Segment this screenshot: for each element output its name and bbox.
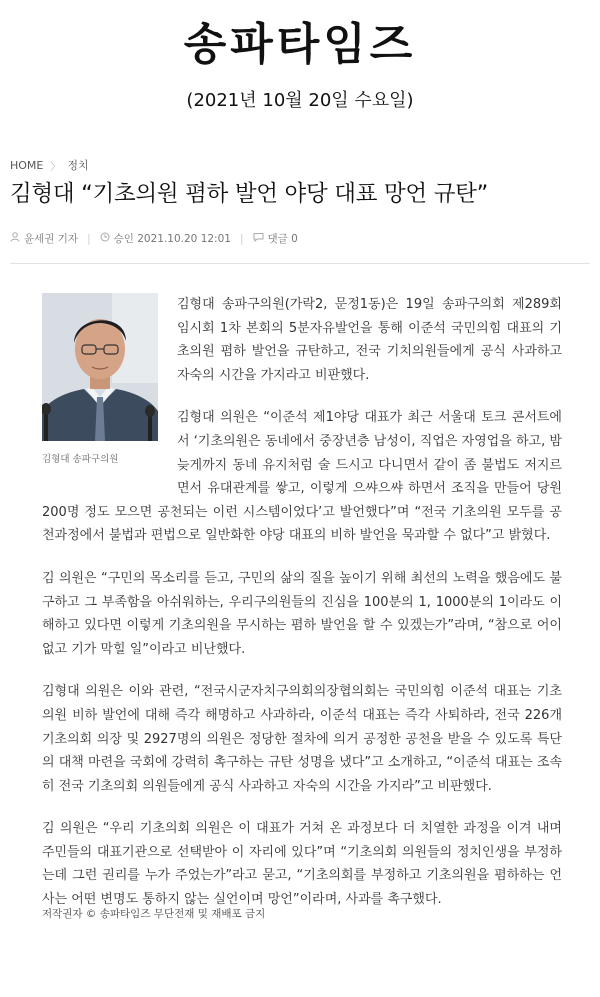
breadcrumb-section[interactable]: 정치 (67, 159, 89, 172)
breadcrumb-home[interactable]: HOME (10, 158, 44, 172)
article-paragraph: 김형대 의원은 이와 관련, “전국시군자치구의회의장협의회는 국민의힘 이준석 대표는 기초의원 비하 발언에 대해 즉각 해명하고 사과하라, 이준석 대표는 즉각 사퇴하라, 전국 226개 기초의회 의장 및 2927명의 의원은 정당한 절차에 의거 공정한 공천을 받을 수 있도록 특단의 대책 마련을 국회에 강력히 촉구하는 규탄 성명을 냈다”고 소개하고, “이준석 대표는 조속히 전국 기초의회 의원들에게 공식 사과하고 자숙의 시간을 가지라”고 비판했다. (42, 684, 562, 794)
header-divider (10, 263, 590, 264)
publication-date: (2021년 10월 20일 수요일) (186, 90, 414, 111)
meta-divider: | (87, 232, 91, 245)
article-paragraph: 김형대 의원은 “이준석 제1야당 대표가 최근 서울대 토크 콘서트에서 ‘기초의원은 동네에서 중장년층 남성이, 직업은 자영업을 하고, 밤늦게까지 동네 유지처럼 술 드시고 다니면서 같이 좀 불법도 저지르면서 유대관계를 쌓고, 이렇게 으쌰으쌰 하면서 조직을 만들어 당원 200명 정도 모으면 공천되는 이런 시스템이었다’고 발언했다”며 “전국 기초의원 모두를 공천과정에서 불법과 편법으로 일반화한 야당 대표의 비하 발언을 묵과할 수 없다”고 밝혔다. (42, 410, 562, 544)
article-headline: 김형대 “기초의원 폄하 발언 야당 대표 망언 규탄” (10, 181, 488, 207)
article-meta (10, 231, 298, 246)
article-figure (42, 293, 158, 465)
article-paragraph: 김 의원은 “구민의 목소리를 듣고, 구민의 삶의 질을 높이기 위해 최선의 노력을 했음에도 불구하고 그 부족함을 아쉬워하는, 우리구의원들의 진심을 100분의 1, 1000분의 1이라도 이해하고 있다면 이렇게 기초의원을 무시하는 폄하 발언을 할 수 있겠는가”라며, “참으로 어이없고 기가 막힐 일”이라고 비난했다. (42, 570, 562, 657)
author-name[interactable]: 윤세권 기자 (24, 233, 79, 245)
meta-divider: | (239, 232, 244, 245)
clock-icon (100, 232, 110, 245)
breadcrumb (10, 157, 89, 173)
portrait-photo (42, 293, 158, 441)
masthead-title: 송파타임즈 (183, 19, 417, 70)
photo-caption: 김형대 송파구의원 (42, 454, 119, 465)
copyright-notice: 저작권자 © 송파타임즈 무단전재 및 재배포 금지 (42, 908, 266, 920)
comment-count[interactable]: 댓글 0 (267, 233, 298, 245)
approved-datetime: 승인 2021.10.20 12:01 (113, 233, 231, 245)
person-icon (10, 232, 20, 245)
breadcrumb-separator: 〉 (50, 161, 61, 173)
speech-bubble-icon (253, 232, 264, 245)
article-paragraph: 김형대 송파구의원(가락2, 문정1동)은 19일 송파구의회 제289회 임시회 1차 본회의 5분자유발언을 통해 이준석 국민의힘 대표의 기초의원 폄하 발언을 규탄하고, 전국 기치의원들에게 공식 사과하고 자숙의 시간을 가지라고 비판했다. (177, 297, 562, 383)
article-paragraph: 김 의원은 “우리 기초의회 의원은 이 대표가 거쳐 온 과정보다 더 치열한 과정을 이겨 내며 주민들의 대표기관으로 선택받아 이 자리에 있다”며 “기초의회 의원들의 정치인생을 부정하는데 그런 권리를 누가 주었는가”라고 묻고, “기초의회를 부정하고 기초의원을 폄하하는 언사는 어떤 변명도 통하지 않는 실언이며 망언”이라며, 사과를 촉구했다. (42, 821, 562, 908)
